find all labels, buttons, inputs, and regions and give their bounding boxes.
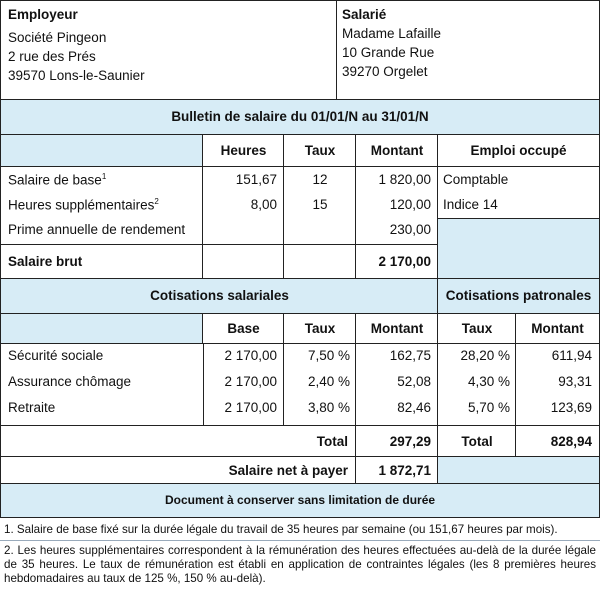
gross-label-cell [1,245,203,279]
net-blank-cell [438,457,599,484]
job-blank-cell [438,219,599,279]
employer-block [1,1,337,100]
employer-total: 828,94 [550,434,592,449]
job-title: Comptable [443,172,509,187]
employer-total-label-cell [438,426,516,457]
pay-row-hours: 151,67 [235,172,277,187]
employee-block [337,1,599,100]
contrib-row-base: 2 170,00 [224,374,277,389]
employee-city: 39270 Orgelet [342,64,428,79]
employer-city: 39570 Lons-le-Saunier [8,68,145,83]
contrib-header-base: Base [203,314,284,344]
notice-text: Document à conserver sans limitation de durée [164,493,436,507]
pay-row-amount: 1 820,00 [378,172,431,187]
contrib-header-er-rate: Taux [438,314,516,344]
contrib-row-er-rate: 4,30 % [467,374,510,389]
pay-row-rate: 15 [312,197,328,212]
employee-contrib-section: Cotisations salariales [1,279,438,314]
gross-amount: 2 170,00 [378,254,431,269]
pay-row-hours: 8,00 [250,197,277,212]
employee-street: 10 Grande Rue [342,45,435,60]
net-amount: 1 872,71 [378,463,431,478]
pay-row-label: Prime annuelle de rendement [8,222,186,237]
payslip-title-row [1,100,599,135]
footnote-2: 2. Les heures supplémentaires correspondent à la rémunération des heures effectuées au-delà de la durée légale de 35 heures. Le taux de rémunération est établi en application de contraintes légales (les 8 premières heures hebdomadaires au taux de 125 %, 150 % au-delà). [4,544,596,585]
pay-header-rate: Taux [284,135,356,167]
gross-rate-cell [284,245,356,279]
contrib-row-label: Sécurité sociale [8,348,104,363]
contrib-row-er-rate: 5,70 % [467,400,510,415]
contrib-header-blank [1,314,203,344]
contrib-row-label: Retraite [8,400,56,415]
payslip-title: Bulletin de salaire du 01/01/N au 31/01/N [171,109,429,124]
notice-row [1,484,599,517]
contrib-row-rate: 3,80 % [307,400,350,415]
employee-total: 297,29 [389,434,431,449]
total-label-cell [1,426,356,457]
contrib-row-amount: 162,75 [389,348,431,363]
gross-amount-cell [356,245,438,279]
footnote-1: 1. Salaire de base fixé sur la durée légale du travail de 35 heures par semaine (ou 151,67 heures par mois). [4,523,558,536]
gross-label: Salaire brut [8,254,83,269]
contrib-row-er-amount: 93,31 [558,374,592,389]
contrib-row-label: Assurance chômage [8,374,132,389]
employee-heading: Salarié [342,7,387,22]
total-label: Total [316,434,348,449]
contrib-row-rate: 7,50 % [307,348,350,363]
net-label: Salaire net à payer [228,463,348,478]
total-amount-cell [356,426,438,457]
job-index: Indice 14 [443,197,498,212]
pay-row-amount: 120,00 [389,197,431,212]
contrib-row-er-amount: 611,94 [551,348,592,363]
employer-heading: Employeur [8,7,78,22]
contrib-header-rate: Taux [284,314,356,344]
contrib-row-base: 2 170,00 [224,348,277,363]
pay-header-amount: Montant [356,135,438,167]
net-label-cell [1,457,356,484]
employee-name: Madame Lafaille [342,26,442,41]
gross-hours-cell [203,245,284,279]
employer-street: 2 rue des Prés [8,49,96,64]
contrib-row-amount: 82,46 [397,400,431,415]
employer-total-cell [516,426,599,457]
pay-row-label: Heures supplémentaires$^2$ [8,197,159,213]
pay-row-amount: 230,00 [389,222,431,237]
pay-row-rate: 12 [312,172,328,187]
contrib-row-er-rate: 28,20 % [460,348,510,363]
employer-contrib-section: Cotisations patronales [438,279,599,314]
pay-header-hours: Heures [203,135,284,167]
contrib-row-er-amount: 123,69 [550,400,592,415]
pay-header-blank [1,135,203,167]
pay-header-job: Emploi occupé [438,135,599,167]
contrib-header-er-amount: Montant [516,314,599,344]
employer-total-label: Total [461,434,493,449]
net-amount-cell [356,457,438,484]
employer-name: Société Pingeon [8,30,107,45]
footnote-divider [0,540,600,541]
contrib-row-rate: 2,40 % [307,374,350,389]
contrib-header-amount: Montant [356,314,438,344]
contrib-row-base: 2 170,00 [224,400,277,415]
contrib-row-amount: 52,08 [397,374,431,389]
pay-row-label: Salaire de base$^1$ [8,172,107,188]
